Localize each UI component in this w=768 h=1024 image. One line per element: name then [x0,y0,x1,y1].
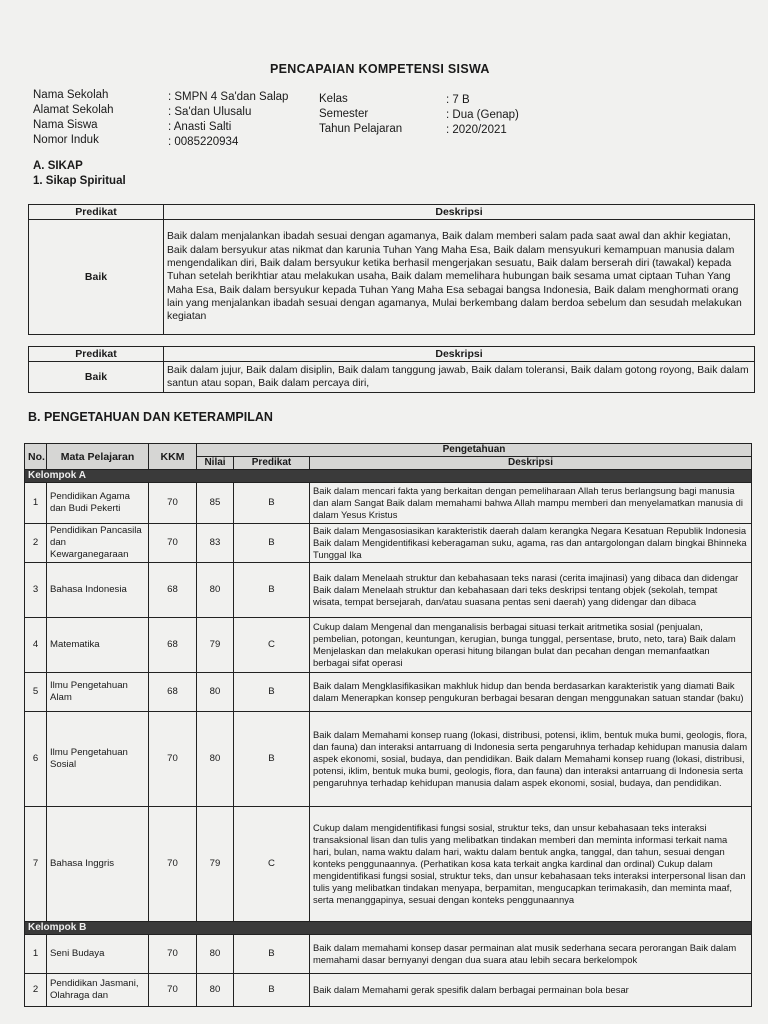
subject-name: Seni Budaya [47,935,149,974]
kkm-value: 68 [149,618,197,673]
row-number: 7 [25,807,47,922]
info-value: : 7 B [446,94,470,106]
section-a-heading: A. SIKAP [33,160,83,172]
mapel-header: Mata Pelajaran [47,444,149,470]
nilai-value: 80 [197,563,234,618]
kkm-value: 68 [149,563,197,618]
student-info-labels [33,88,114,148]
nilai-value: 85 [197,483,234,524]
kkm-value: 70 [149,483,197,524]
row-number: 1 [25,483,47,524]
predikat-value: C [234,618,310,673]
subject-name: Ilmu Pengetahuan Alam [47,673,149,712]
subject-row [25,483,752,524]
row-number: 2 [25,524,47,563]
group-a-rows [25,470,752,922]
deskripsi-text: Baik dalam Memahami gerak spesifik dalam berbagai permainan bola besar [310,974,752,1007]
info-label: Nama Sekolah [33,89,109,101]
predikat-value: B [234,563,310,618]
spiritual-deskripsi: Baik dalam menjalankan ibadah sesuai dengan agamanya, Baik dalam memberi salam pada saat awal dan akhir kegiatan, Baik dalam bersyukur atas nikmat dan karunia Tuhan Yang Maha Esa, Baik dalam mensyukuri kemampuan manusia dalam mengendalikan diri, Baik dalam bersyukur ketika berhasil mengerjakan sesuatu, Baik dalam berserah diri (tawakal) kepada Tuhan setelah berikhtiar atau melakukan usaha, Baik dalam memelihara hubungan baik sesama umat ciptaan Tuhan Yang Maha Esa, Baik dalam bersyukur kepada Tuhan Yang Maha Esa sebagai bangsa Indonesia, Baik dalam menghormati orang lain yang menjalankan ibadah sesuai dengan agamanya, Mulai berkembang dalam berdoa sebelum dan sesudah melakukan kegiatan [164,220,755,335]
subject-name: Bahasa Inggris [47,807,149,922]
sosial-deskripsi: Baik dalam jujur, Baik dalam disiplin, Baik dalam tanggung jawab, Baik dalam toleransi, Baik dalam gotong royong, Baik dalam santun atau sopan, Baik dalam percaya diri, [164,362,755,393]
deskripsi-header: Deskripsi [164,205,755,220]
section-a1-heading: 1. Sikap Spiritual [33,175,126,187]
class-info-values [446,93,519,138]
deskripsi-text: Baik dalam mencari fakta yang berkaitan dengan pemeliharaan Allah terus berlangsung bagi manusia dan alam Sangat Baik dalam memahami bahwa Allah mampu memberi dan menyelamatkan manusia di dalam Yesus Kristus [310,483,752,524]
subject-name: Pendidikan Pancasila dan Kewarganegaraan [47,524,149,563]
info-value: : Anasti Salti [168,121,232,133]
nilai-header: Nilai [197,457,234,470]
subject-row [25,673,752,712]
kkm-value: 70 [149,807,197,922]
kkm-value: 70 [149,974,197,1007]
row-number: 6 [25,712,47,807]
row-number: 4 [25,618,47,673]
info-label: Kelas [319,93,348,105]
info-label: Tahun Pelajaran [319,123,403,135]
deskripsi-text: Baik dalam Memahami konsep ruang (lokasi, distribusi, potensi, iklim, bentuk muka bumi, geologis, flora, dan fauna) dan interaksi antarruang di Indonesia serta pengaruhnya terhadap kehidupan manusia dalam aspek ekonomi, sosial, budaya, dan pendidikan. Baik dalam Memahami konsep ruang (lokasi, distribusi, potensi, iklim, bentuk muka bumi, geologis, flora, dan fauna) dan interaksi antarruang di Indonesia serta pengaruhnya terhadap kehidupan manusia dalam aspek ekonomi, sosial, budaya, dan pendidikan. [310,712,752,807]
document-title: PENCAPAIAN KOMPETENSI SISWA [270,62,490,76]
nilai-value: 80 [197,935,234,974]
spiritual-predikat: Baik [29,220,164,335]
subject-name: Ilmu Pengetahuan Sosial [47,712,149,807]
row-number: 1 [25,935,47,974]
pengetahuan-header: Pengetahuan [197,444,752,457]
nilai-value: 80 [197,673,234,712]
group-b-label: Kelompok B [25,922,752,935]
nilai-value: 79 [197,618,234,673]
info-label: Semester [319,108,369,120]
predikat-header: Predikat [29,205,164,220]
info-value: : Dua (Genap) [446,109,519,121]
nilai-value: 79 [197,807,234,922]
group-a-label: Kelompok A [25,470,752,483]
predikat-value: B [234,935,310,974]
section-b-heading: B. PENGETAHUAN DAN KETERAMPILAN [28,410,273,424]
nilai-value: 83 [197,524,234,563]
info-label: Nama Siswa [33,119,98,131]
kkm-value: 70 [149,524,197,563]
info-value: : SMPN 4 Sa'dan Salap [168,91,289,103]
row-number: 3 [25,563,47,618]
deskripsi-header: Deskripsi [164,347,755,362]
student-info-values [168,90,288,150]
deskripsi-header: Deskripsi [310,457,752,470]
predikat-header: Predikat [234,457,310,470]
subject-row [25,712,752,807]
info-value: : 2020/2021 [446,124,507,136]
nilai-value: 80 [197,712,234,807]
subject-name: Pendidikan Jasmani, Olahraga dan [47,974,149,1007]
predikat-header: Predikat [29,347,164,362]
subject-row [25,524,752,563]
sosial-table [28,346,755,393]
info-label: Nomor Induk [33,134,99,146]
subject-name: Matematika [47,618,149,673]
subject-row [25,974,752,1007]
deskripsi-text: Baik dalam Mengklasifikasikan makhluk hidup dan benda berdasarkan karakteristik yang diamati Baik dalam Menerapkan konsep pengukuran berbagai besaran dengan menggunakan satuan standar (baku) [310,673,752,712]
deskripsi-text: Baik dalam memahami konsep dasar permainan alat musik sederhana secara perorangan Baik dalam memahami dasar bernyanyi dengan dua suara atau lebih secara berkelompok [310,935,752,974]
spiritual-table [28,204,755,335]
predikat-value: B [234,483,310,524]
deskripsi-text: Baik dalam Mengasosiasikan karakteristik daerah dalam kerangka Negara Kesatuan Republik Indonesia Baik dalam Mengidentifikasi keberagaman suku, agama, ras dan antargolongan dalam bingkai Bhinneka Tunggal Ika [310,524,752,563]
class-info-labels [319,92,402,137]
subject-name: Bahasa Indonesia [47,563,149,618]
deskripsi-text: Cukup dalam mengidentifikasi fungsi sosial, struktur teks, dan unsur kebahasaan teks interaksi transaksional lisan dan tulis yang melibatkan tindakan memberi dan meminta informasi terkait nama hari, bulan, nama waktu dalam hari, waktu dalam bentuk angka, tanggal, dan tahun, sesuai dengan konteks penggunaannya. (Perhatikan kosa kata terkait angka kardinal dan ordinal) Cukup dalam mengidentifikasi fungsi sosial, struktur teks, dan unsur kebahasaan teks interaksi interpersonal lisan dan tulis yang melibatkan tindakan menyapa, berpamitan, mengucapkan terimakasih, dan meminta maaf, serta menanggapinya, sesuai dengan konteks penggunaannya [310,807,752,922]
predikat-value: B [234,524,310,563]
deskripsi-text: Baik dalam Menelaah struktur dan kebahasaan teks narasi (cerita imajinasi) yang dibaca dan didengar Baik dalam Menelaah struktur dan kebahasaan dari teks deskripsi tentang objek (sekolah, tempat wisata, tempat bersejarah, dan/atau suasana pentas seni daerah) yang didengar dan dibaca [310,563,752,618]
sosial-predikat: Baik [29,362,164,393]
row-number: 2 [25,974,47,1007]
group-b-rows [25,922,752,1007]
no-header: No. [25,444,47,470]
info-value: : 0085220934 [168,136,239,148]
deskripsi-text: Cukup dalam Mengenal dan menganalisis berbagai situasi terkait aritmetika sosial (penjualan, pembelian, potongan, keuntungan, kerugian, bunga tunggal, persentase, bruto, neto, tara) Baik dalam Menjelaskan dan melakukan operasi hitung bilangan bulat dan pecahan dengan memanfaatkan berbagai sifat operasi [310,618,752,673]
kkm-value: 70 [149,935,197,974]
grades-table [24,443,752,1007]
subject-row [25,563,752,618]
kkm-header: KKM [149,444,197,470]
subject-row [25,618,752,673]
predikat-value: C [234,807,310,922]
predikat-value: B [234,974,310,1007]
predikat-value: B [234,712,310,807]
kkm-value: 70 [149,712,197,807]
info-value: : Sa'dan Ulusalu [168,106,252,118]
info-label: Alamat Sekolah [33,104,114,116]
subject-name: Pendidikan Agama dan Budi Pekerti [47,483,149,524]
predikat-value: B [234,673,310,712]
kkm-value: 68 [149,673,197,712]
subject-row [25,935,752,974]
subject-row [25,807,752,922]
row-number: 5 [25,673,47,712]
nilai-value: 80 [197,974,234,1007]
